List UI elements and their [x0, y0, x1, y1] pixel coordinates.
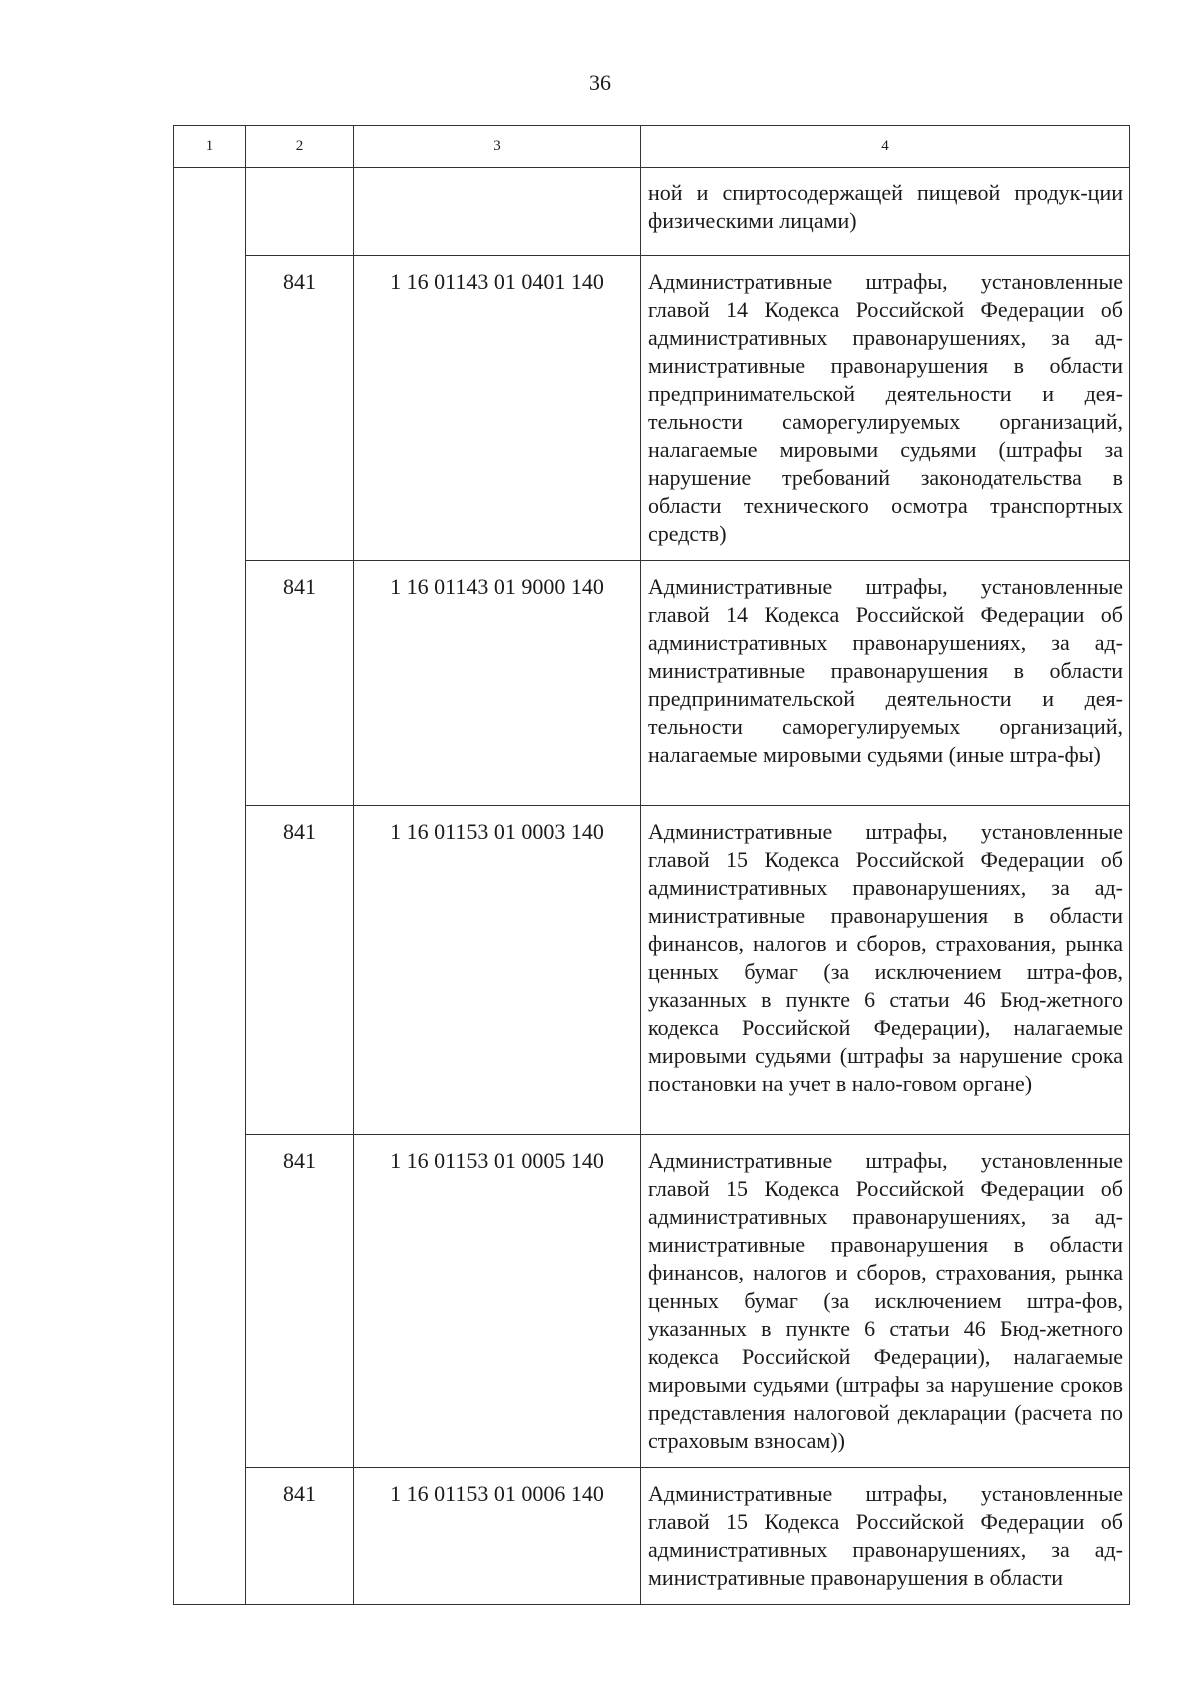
table-row [174, 256, 1130, 561]
table-row [174, 1135, 1130, 1468]
header-col-1: 1 [174, 126, 246, 168]
row-description-text: Административные штрафы, установленные главой 15 Кодекса Российской Федерации об административных правонарушениях, за ад-министративные правонарушения в области финансов, налогов и сборов, страхования, рынка ценных бумаг (за исключением штра-фов, указанных в пункте 6 статьи 46 Бюд-жетного кодекса Российской Федерации), налагаемые мировыми судьями (штрафы за нарушение сроков представления налоговой декларации (расчета по страховым взносам)) [648, 1148, 1123, 1453]
row-cell-description [641, 168, 1130, 256]
row-cell-col1 [174, 168, 246, 256]
row-description-text: ной и спиртосодержащей пищевой продук-ции физическими лицами) [648, 180, 1123, 233]
header-col-3: 3 [354, 126, 641, 168]
row-cell-kbk-code: 1 16 01153 01 0006 140 [354, 1468, 641, 1605]
row-cell-kbk-code: 1 16 01153 01 0003 140 [354, 806, 641, 1135]
row-cell-description [641, 806, 1130, 1135]
row-cell-kbk-code: 1 16 01143 01 9000 140 [354, 561, 641, 806]
row-description-text: Административные штрафы, установленные главой 15 Кодекса Российской Федерации об административных правонарушениях, за ад-министративные правонарушения в области [648, 1481, 1123, 1590]
table-row [174, 168, 1130, 256]
row-cell-admin-code [246, 168, 354, 256]
row-cell-kbk-code: 1 16 01153 01 0005 140 [354, 1135, 641, 1468]
row-description-text: Административные штрафы, установленные главой 15 Кодекса Российской Федерации об административных правонарушениях, за ад-министративные правонарушения в области финансов, налогов и сборов, страхования, рынка ценных бумаг (за исключением штра-фов, указанных в пункте 6 статьи 46 Бюд-жетного кодекса Российской Федерации), налагаемые мировыми судьями (штрафы за нарушение срока постановки на учет в нало-говом органе) [648, 819, 1123, 1096]
row-cell-col1 [174, 806, 246, 1135]
row-cell-description [641, 1135, 1130, 1468]
table-row [174, 806, 1130, 1135]
row-cell-admin-code: 841 [246, 1135, 354, 1468]
row-cell-admin-code: 841 [246, 1468, 354, 1605]
row-cell-kbk-code: 1 16 01143 01 0401 140 [354, 256, 641, 561]
row-cell-col1 [174, 1135, 246, 1468]
table-row [174, 1468, 1130, 1605]
row-cell-col1 [174, 1468, 246, 1605]
row-cell-description [641, 1468, 1130, 1605]
row-description-text: Административные штрафы, установленные главой 14 Кодекса Российской Федерации об административных правонарушениях, за ад-министративные правонарушения в области предпринимательской деятельности и дея-тельности саморегулируемых организаций, налагаемые мировыми судьями (иные штра-фы) [648, 574, 1123, 767]
row-cell-col1 [174, 561, 246, 806]
page-number: 36 [589, 70, 611, 95]
row-cell-admin-code: 841 [246, 256, 354, 561]
row-cell-admin-code: 841 [246, 806, 354, 1135]
header-col-2: 2 [246, 126, 354, 168]
row-cell-admin-code: 841 [246, 561, 354, 806]
table-row [174, 561, 1130, 806]
header-col-4: 4 [641, 126, 1130, 168]
row-cell-col1 [174, 256, 246, 561]
row-cell-kbk-code [354, 168, 641, 256]
row-cell-description [641, 561, 1130, 806]
row-cell-description [641, 256, 1130, 561]
row-description-text: Административные штрафы, установленные главой 14 Кодекса Российской Федерации об административных правонарушениях, за ад-министративные правонарушения в области предпринимательской деятельности и дея-тельности саморегулируемых организаций, налагаемые мировыми судьями (штрафы за нарушение требований законодательства в области технического осмотра транспортных средств) [648, 269, 1123, 546]
budget-codes-table [173, 125, 1130, 1605]
table-header-row [174, 126, 1130, 168]
